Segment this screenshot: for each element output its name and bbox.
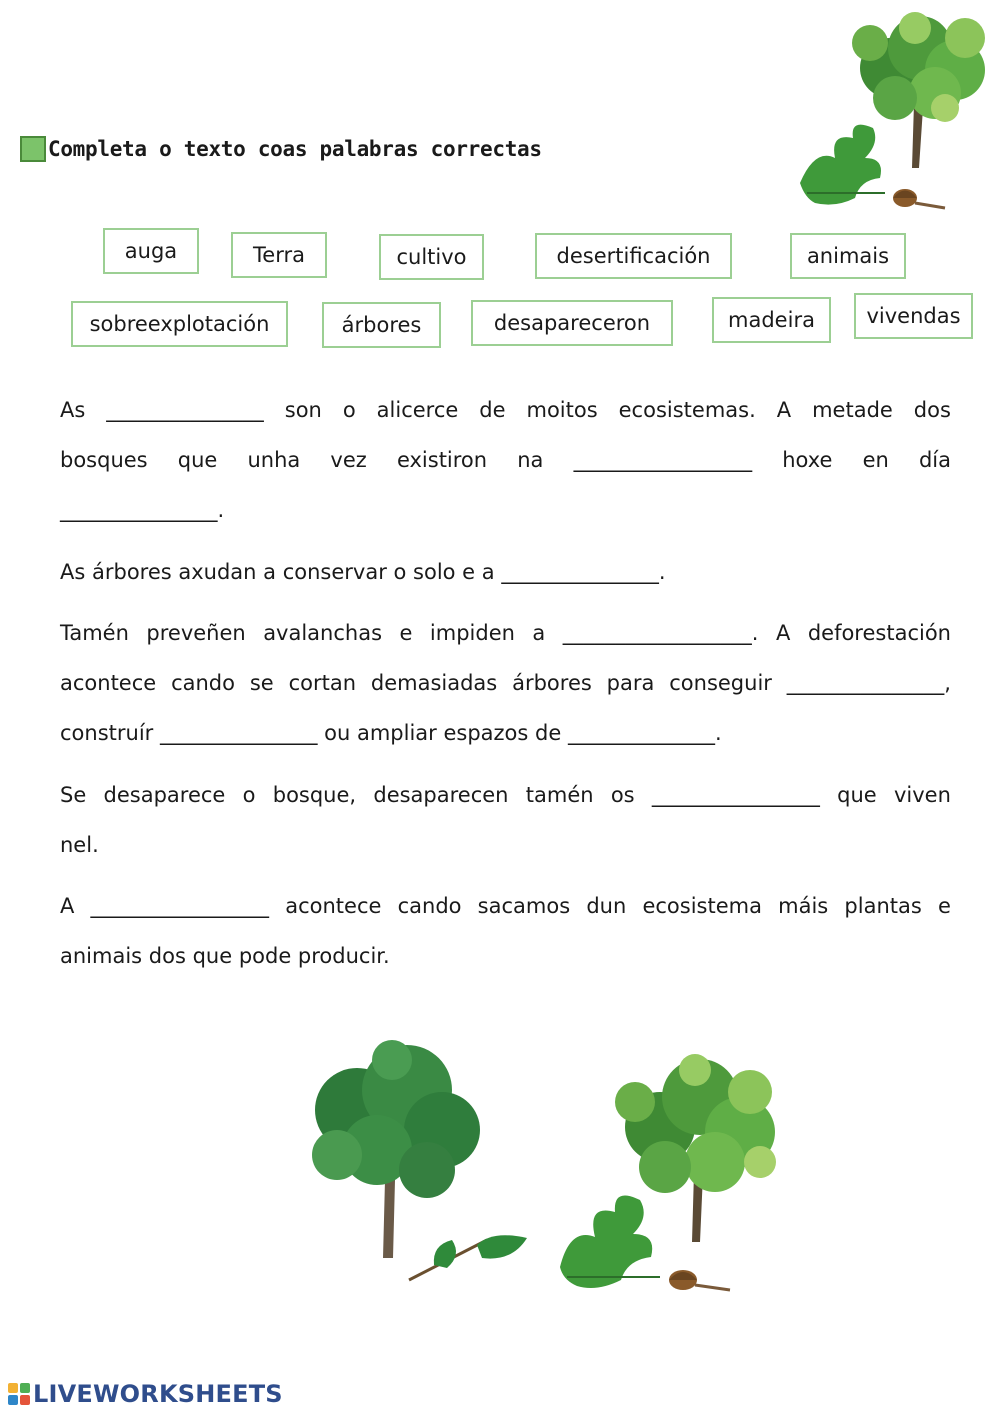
word-chip[interactable]: vivendas (854, 293, 973, 339)
instruction-heading (20, 134, 542, 164)
word-chip[interactable]: auga (103, 228, 199, 274)
instruction-title: Completa o texto coas palabras correctas (48, 137, 542, 161)
word: viven (893, 783, 951, 807)
word: bosque, (272, 783, 357, 807)
word: para (606, 671, 655, 695)
word-chip[interactable]: desertificación (535, 233, 732, 279)
word: que (837, 783, 877, 807)
text-line (60, 385, 951, 435)
word: tamén (525, 783, 594, 807)
word-chip[interactable]: sobreexplotación (71, 301, 288, 347)
word: plantas (844, 894, 922, 918)
liveworksheets-logo-icon (8, 1383, 30, 1405)
word: e (937, 894, 951, 918)
word: demasiadas (370, 671, 498, 695)
answer-blank[interactable]: _______________, (786, 671, 951, 695)
word: Tamén (60, 621, 129, 645)
word: As (60, 398, 86, 422)
word: e (399, 621, 413, 645)
oak-leaf-acorn-icon (800, 125, 945, 208)
word-chip[interactable]: madeira (712, 297, 831, 343)
word: Se (60, 783, 87, 807)
birch-leaf-icon (409, 1235, 527, 1280)
word: desaparecen (373, 783, 509, 807)
word: de (479, 398, 506, 422)
text-line (60, 435, 951, 485)
word: árbores (512, 671, 592, 695)
word: son (284, 398, 322, 422)
answer-blank[interactable]: _________________ (573, 448, 753, 472)
word: existiron (396, 448, 488, 472)
answer-blank[interactable]: __________________. (562, 621, 759, 645)
word: na (517, 448, 544, 472)
paragraph-5 (60, 881, 951, 981)
word: sacamos (477, 894, 571, 918)
word: impiden (429, 621, 515, 645)
text-line[interactable]: As árbores axudan a conservar o solo e a _______________. (60, 560, 666, 584)
word: A (775, 621, 791, 645)
oak-tree-icon (795, 8, 1000, 223)
brand-name: LIVEWORKSHEETS (33, 1380, 283, 1408)
word: bosques (60, 448, 148, 472)
paragraph-2 (60, 547, 951, 597)
word: o (242, 783, 256, 807)
word: cando (397, 894, 462, 918)
word: máis (778, 894, 829, 918)
word: os (610, 783, 635, 807)
word: desaparece (103, 783, 226, 807)
paragraph-1 (60, 385, 951, 535)
text-line (60, 881, 951, 931)
oak-tree-icon (555, 1052, 800, 1302)
text-line (60, 770, 951, 820)
word: cando (171, 671, 235, 695)
footer-logo[interactable] (8, 1378, 283, 1410)
word-chip[interactable]: desapareceron (471, 300, 673, 346)
word-chip[interactable]: Terra (231, 232, 327, 278)
word: en (862, 448, 889, 472)
word: A (60, 894, 75, 918)
answer-blank[interactable]: ________________ (651, 783, 820, 807)
word: acontece (285, 894, 382, 918)
word: conseguir (669, 671, 772, 695)
green-square-icon (20, 136, 46, 162)
text-line[interactable]: construír _______________ ou ampliar espazos de ______________. (60, 721, 722, 745)
word: o (342, 398, 356, 422)
word: preveñen (146, 621, 246, 645)
word: cortan (288, 671, 357, 695)
answer-blank[interactable]: _________________ (90, 894, 270, 918)
answer-blank[interactable]: _______________ (106, 398, 264, 422)
word: A (776, 398, 792, 422)
word: deforestación (807, 621, 951, 645)
word: moitos (526, 398, 598, 422)
word: dun (586, 894, 627, 918)
word: ecosistema (642, 894, 762, 918)
word: que (177, 448, 218, 472)
word: ecosistemas. (618, 398, 756, 422)
word: acontece (60, 671, 157, 695)
text-line: nel. (60, 833, 99, 857)
word: unha (247, 448, 301, 472)
oak-leaf-acorn-icon (560, 1196, 730, 1290)
word: hoxe (782, 448, 833, 472)
word: a (532, 621, 546, 645)
birch-tree-icon (297, 1040, 537, 1285)
word: se (249, 671, 274, 695)
paragraph-3 (60, 608, 951, 758)
text-line (60, 608, 951, 658)
word: metade (812, 398, 893, 422)
word: día (918, 448, 951, 472)
word-chip[interactable]: animais (790, 233, 906, 279)
text-line (60, 658, 951, 708)
word-chip[interactable]: árbores (322, 302, 441, 348)
word-chip[interactable]: cultivo (379, 234, 484, 280)
word: dos (913, 398, 951, 422)
text-line[interactable]: _______________. (60, 498, 225, 522)
paragraph-4 (60, 770, 951, 870)
text-line: animais dos que pode producir. (60, 944, 390, 968)
word: avalanchas (263, 621, 383, 645)
word: alicerce (376, 398, 459, 422)
word: vez (330, 448, 367, 472)
